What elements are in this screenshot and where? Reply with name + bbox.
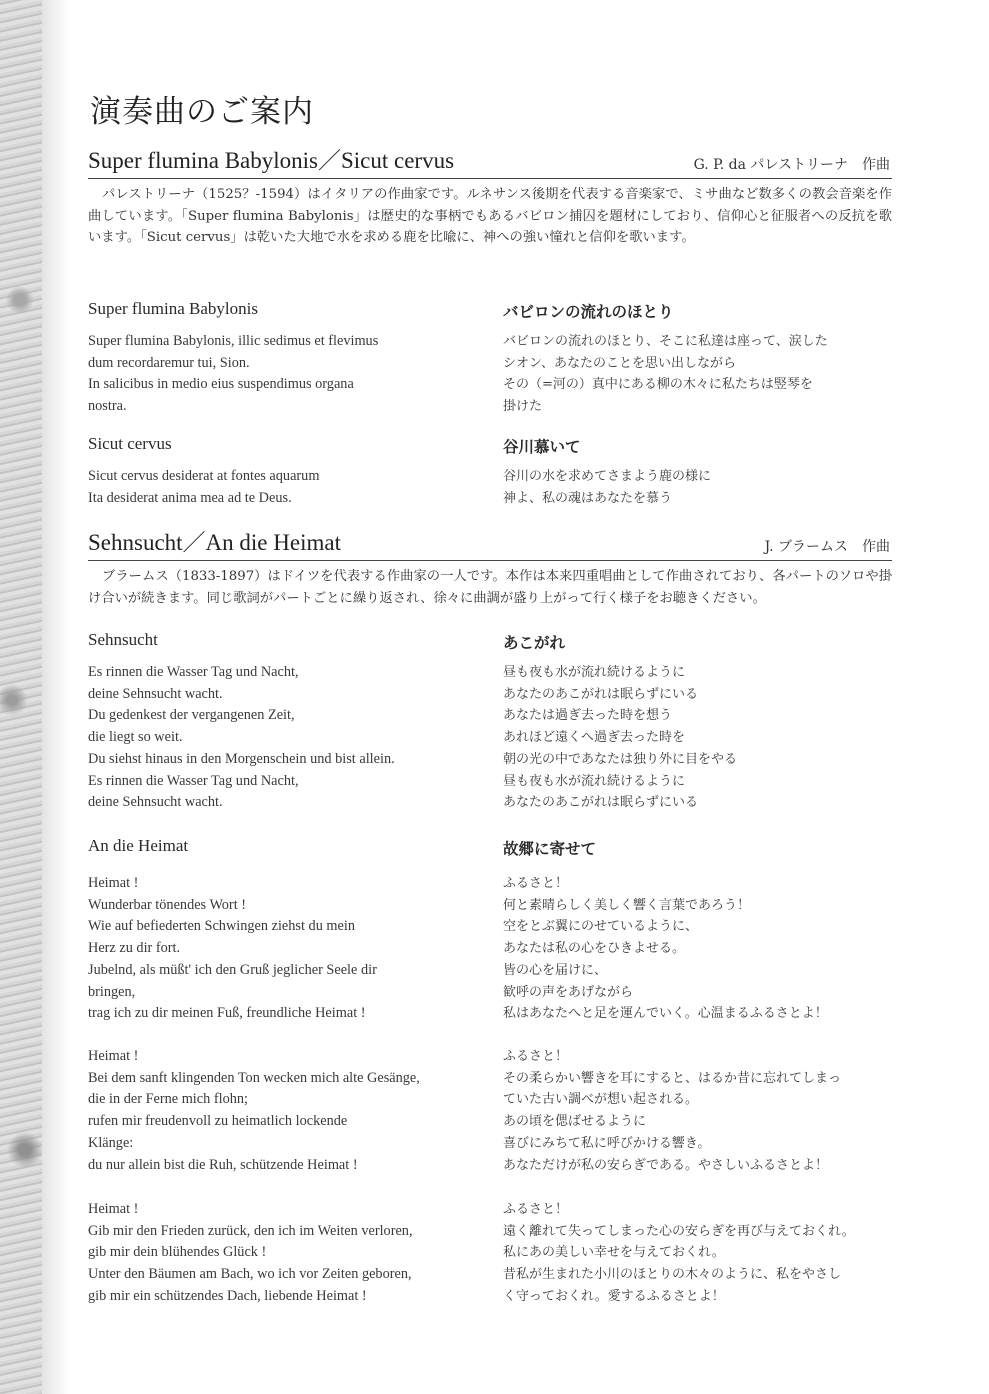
song-title: Sicut cervus <box>88 434 172 453</box>
piece-title: Sehnsucht／An die Heimat <box>88 530 341 555</box>
composer-credit: J. ブラームス 作曲 <box>764 539 890 555</box>
lyric-line: 昔私が生まれた小川のほとりの木々のように、私をやさし <box>503 1267 842 1283</box>
lyric-line: Bei dem sanft klingenden Ton wecken mich alte Gesänge, <box>88 1069 420 1086</box>
lyric-line: Unter den Bäumen am Bach, wo ich vor Zeiten geboren, <box>88 1266 412 1283</box>
piece-intro: ブラームス（1833-1897）はドイツを代表する作曲家の一人です。本作は本来四重唱曲として作曲されており、各パートのソロや掛け合いが続きます。同じ歌詞がパートごとに繰り返され、徐々に曲調が盛り上がって行く様子をお聴きください。 <box>88 569 892 606</box>
lyric-line: du nur allein bist die Ruh, schützende Heimat ! <box>88 1156 358 1173</box>
piece-header-palestrina <box>88 138 892 179</box>
lyrics-japanese-stanza-1 <box>503 873 828 1025</box>
lyric-line: あなたは過ぎ去った時を想う <box>503 708 673 724</box>
lyric-line: 喜びにみちて私に呼びかける響き。 <box>503 1135 711 1151</box>
lyric-line: deine Sehnsucht wacht. <box>88 685 223 702</box>
lyric-line: Jubelnd, als müßt' ich den Gruß jeglicher Seele dir <box>88 961 377 978</box>
song-title: Super flumina Babylonis <box>88 299 258 318</box>
lyric-line: gib mir dein blühendes Glück ! <box>88 1244 267 1261</box>
lyric-line: Es rinnen die Wasser Tag und Nacht, <box>88 772 299 789</box>
lyric-line: その柔らかい響きを耳にすると、はるか昔に忘れてしまっ <box>503 1070 842 1086</box>
lyric-line: nostra. <box>88 398 127 415</box>
lyric-line: trag ich zu dir meinen Fuß, freundliche Heimat ! <box>88 1005 366 1022</box>
lyric-line: 歓呼の声をあげながら <box>503 984 634 1000</box>
lyric-line: 皆の心を届けに、 <box>503 962 608 978</box>
lyrics-japanese <box>503 662 737 814</box>
lyric-line: 掛けた <box>503 399 543 415</box>
lyrics-german-stanza-1 <box>88 873 377 1025</box>
song-title: An die Heimat <box>88 836 189 855</box>
lyric-line: deine Sehnsucht wacht. <box>88 794 223 811</box>
lyrics-german <box>88 662 395 814</box>
lyric-line: 私にあの美しい幸せを与えておくれ。 <box>503 1245 725 1261</box>
lyric-line: あなたのあこがれは眠らずにいる <box>503 686 699 702</box>
lyric-line: 空をとぶ翼にのせているように、 <box>503 919 699 935</box>
lyric-line: rufen mir freudenvoll zu heimatlich lockende <box>88 1113 348 1130</box>
lyric-line: あなただけが私の安らぎである。やさしいふるさとよ！ <box>503 1157 829 1173</box>
lyric-line: Wie auf befiederten Schwingen ziehst du mein <box>88 918 355 935</box>
lyric-line: In salicibus in medio eius suspendimus organa <box>88 376 354 393</box>
lyric-line: Sicut cervus desiderat at fontes aquarum <box>88 468 320 484</box>
lyric-line: あの頃を偲ばせるように <box>503 1114 647 1130</box>
lyrics-japanese <box>503 331 828 418</box>
song-title-jp: あこがれ <box>503 633 566 652</box>
lyrics-latin <box>88 466 319 509</box>
lyric-line: く守っておくれ。愛するふるさとよ！ <box>503 1288 725 1304</box>
lyric-line: gib mir ein schützendes Dach, liebende Heimat ! <box>88 1287 367 1304</box>
lyric-line: die in der Ferne mich flohn; <box>88 1091 249 1108</box>
piece-title: Super flumina Babylonis／Sicut cervus <box>88 148 455 173</box>
lyric-line: Du gedenkest der vergangenen Zeit, <box>88 707 295 724</box>
paper-texture-fade <box>42 0 70 1394</box>
lyrics-japanese-stanza-2 <box>503 1046 841 1176</box>
lyric-line: 朝の光の中であなたは独り外に目をやる <box>503 751 738 767</box>
lyric-line: その（=河の）真中にある柳の木々に私たちは竪琴を <box>503 377 813 393</box>
lyrics-german-stanza-3 <box>88 1199 413 1308</box>
lyrics-german-stanza-2 <box>88 1046 420 1176</box>
lyric-line: dum recordaremur tui, Sion. <box>88 354 250 371</box>
lyric-line: Klänge: <box>88 1134 134 1151</box>
lyric-line: あれほど遠くへ過ぎ去った時を <box>503 730 686 746</box>
lyric-line: Heimat ! <box>88 1201 139 1217</box>
lyric-line: Heimat ! <box>88 875 139 891</box>
lyrics-japanese-stanza-3 <box>503 1199 855 1308</box>
lyrics-japanese <box>503 466 711 509</box>
song-title-jp: 故郷に寄せて <box>503 839 597 858</box>
paper-texture-edge <box>0 0 42 1394</box>
song-title-jp: バビロンの流れのほとり <box>503 302 674 321</box>
lyric-line: 神よ、私の魂はあなたを慕う <box>503 490 673 506</box>
lyric-line: あなたは私の心をひきよせる。 <box>503 941 686 957</box>
lyric-line: 私はあなたへと足を運んでいく。心温まるふるさとよ！ <box>503 1006 828 1022</box>
lyric-line: シオン、あなたのことを思い出しながら <box>503 355 736 371</box>
lyric-line: Wunderbar tönendes Wort ! <box>88 896 247 913</box>
composer-credit: G. P. da パレストリーナ 作曲 <box>693 157 890 173</box>
lyrics-latin <box>88 331 378 418</box>
lyric-line: Du siehst hinaus in den Morgenschein und bist allein. <box>88 750 395 767</box>
lyric-line: バビロンの流れのほとり、そこに私達は座って、涙した <box>503 334 828 349</box>
lyric-line: ふるさと！ <box>503 876 569 891</box>
lyric-line: ふるさと！ <box>503 1202 569 1217</box>
lyric-line: bringen, <box>88 983 136 1000</box>
lyric-line: ていた古い調べが想い起される。 <box>503 1092 699 1108</box>
page-title: 演奏曲のご案内 <box>90 94 314 130</box>
lyric-line: Gib mir den Frieden zurück, den ich im Weiten verloren, <box>88 1222 413 1239</box>
lyric-line: Ita desiderat anima mea ad te Deus. <box>88 489 292 506</box>
lyric-line: 昼も夜も水が流れ続けるように <box>503 773 686 789</box>
lyric-line: Heimat ! <box>88 1048 139 1064</box>
lyric-line: 遠く離れて失ってしまった心の安らぎを再び与えておくれ。 <box>503 1223 855 1239</box>
lyric-line: あなたのあこがれは眠らずにいる <box>503 795 699 811</box>
lyric-line: Super flumina Babylonis, illic sedimus et flevimus <box>88 333 379 349</box>
lyric-line: ふるさと！ <box>503 1049 569 1064</box>
lyric-line: Herz zu dir fort. <box>88 940 181 957</box>
lyric-line: 昼も夜も水が流れ続けるように <box>503 665 686 680</box>
lyric-line: die liegt so weit. <box>88 729 183 746</box>
song-title-jp: 谷川慕いて <box>503 437 581 456</box>
lyric-line: Es rinnen die Wasser Tag und Nacht, <box>88 664 299 680</box>
song-title: Sehnsucht <box>88 630 158 649</box>
piece-intro: パレストリーナ（1525？-1594）はイタリアの作曲家です。ルネサンス後期を代表する音楽家で、ミサ曲など数多くの教会音楽を作曲しています。「Super flumina Babylonis」は歴史的な事柄でもあるバビロン捕囚を題材にしており、信仰心と征服者への反抗を歌います。「Sicut cervus」は乾いた大地で水を求める鹿を比喩に、神への強い憧れと信仰を歌います。 <box>88 187 892 246</box>
lyric-line: 谷川の水を求めてさまよう鹿の様に <box>503 469 712 484</box>
piece-header-brahms <box>88 520 892 561</box>
lyric-line: 何と素晴らしく美しく響く言葉であろう！ <box>503 897 751 913</box>
